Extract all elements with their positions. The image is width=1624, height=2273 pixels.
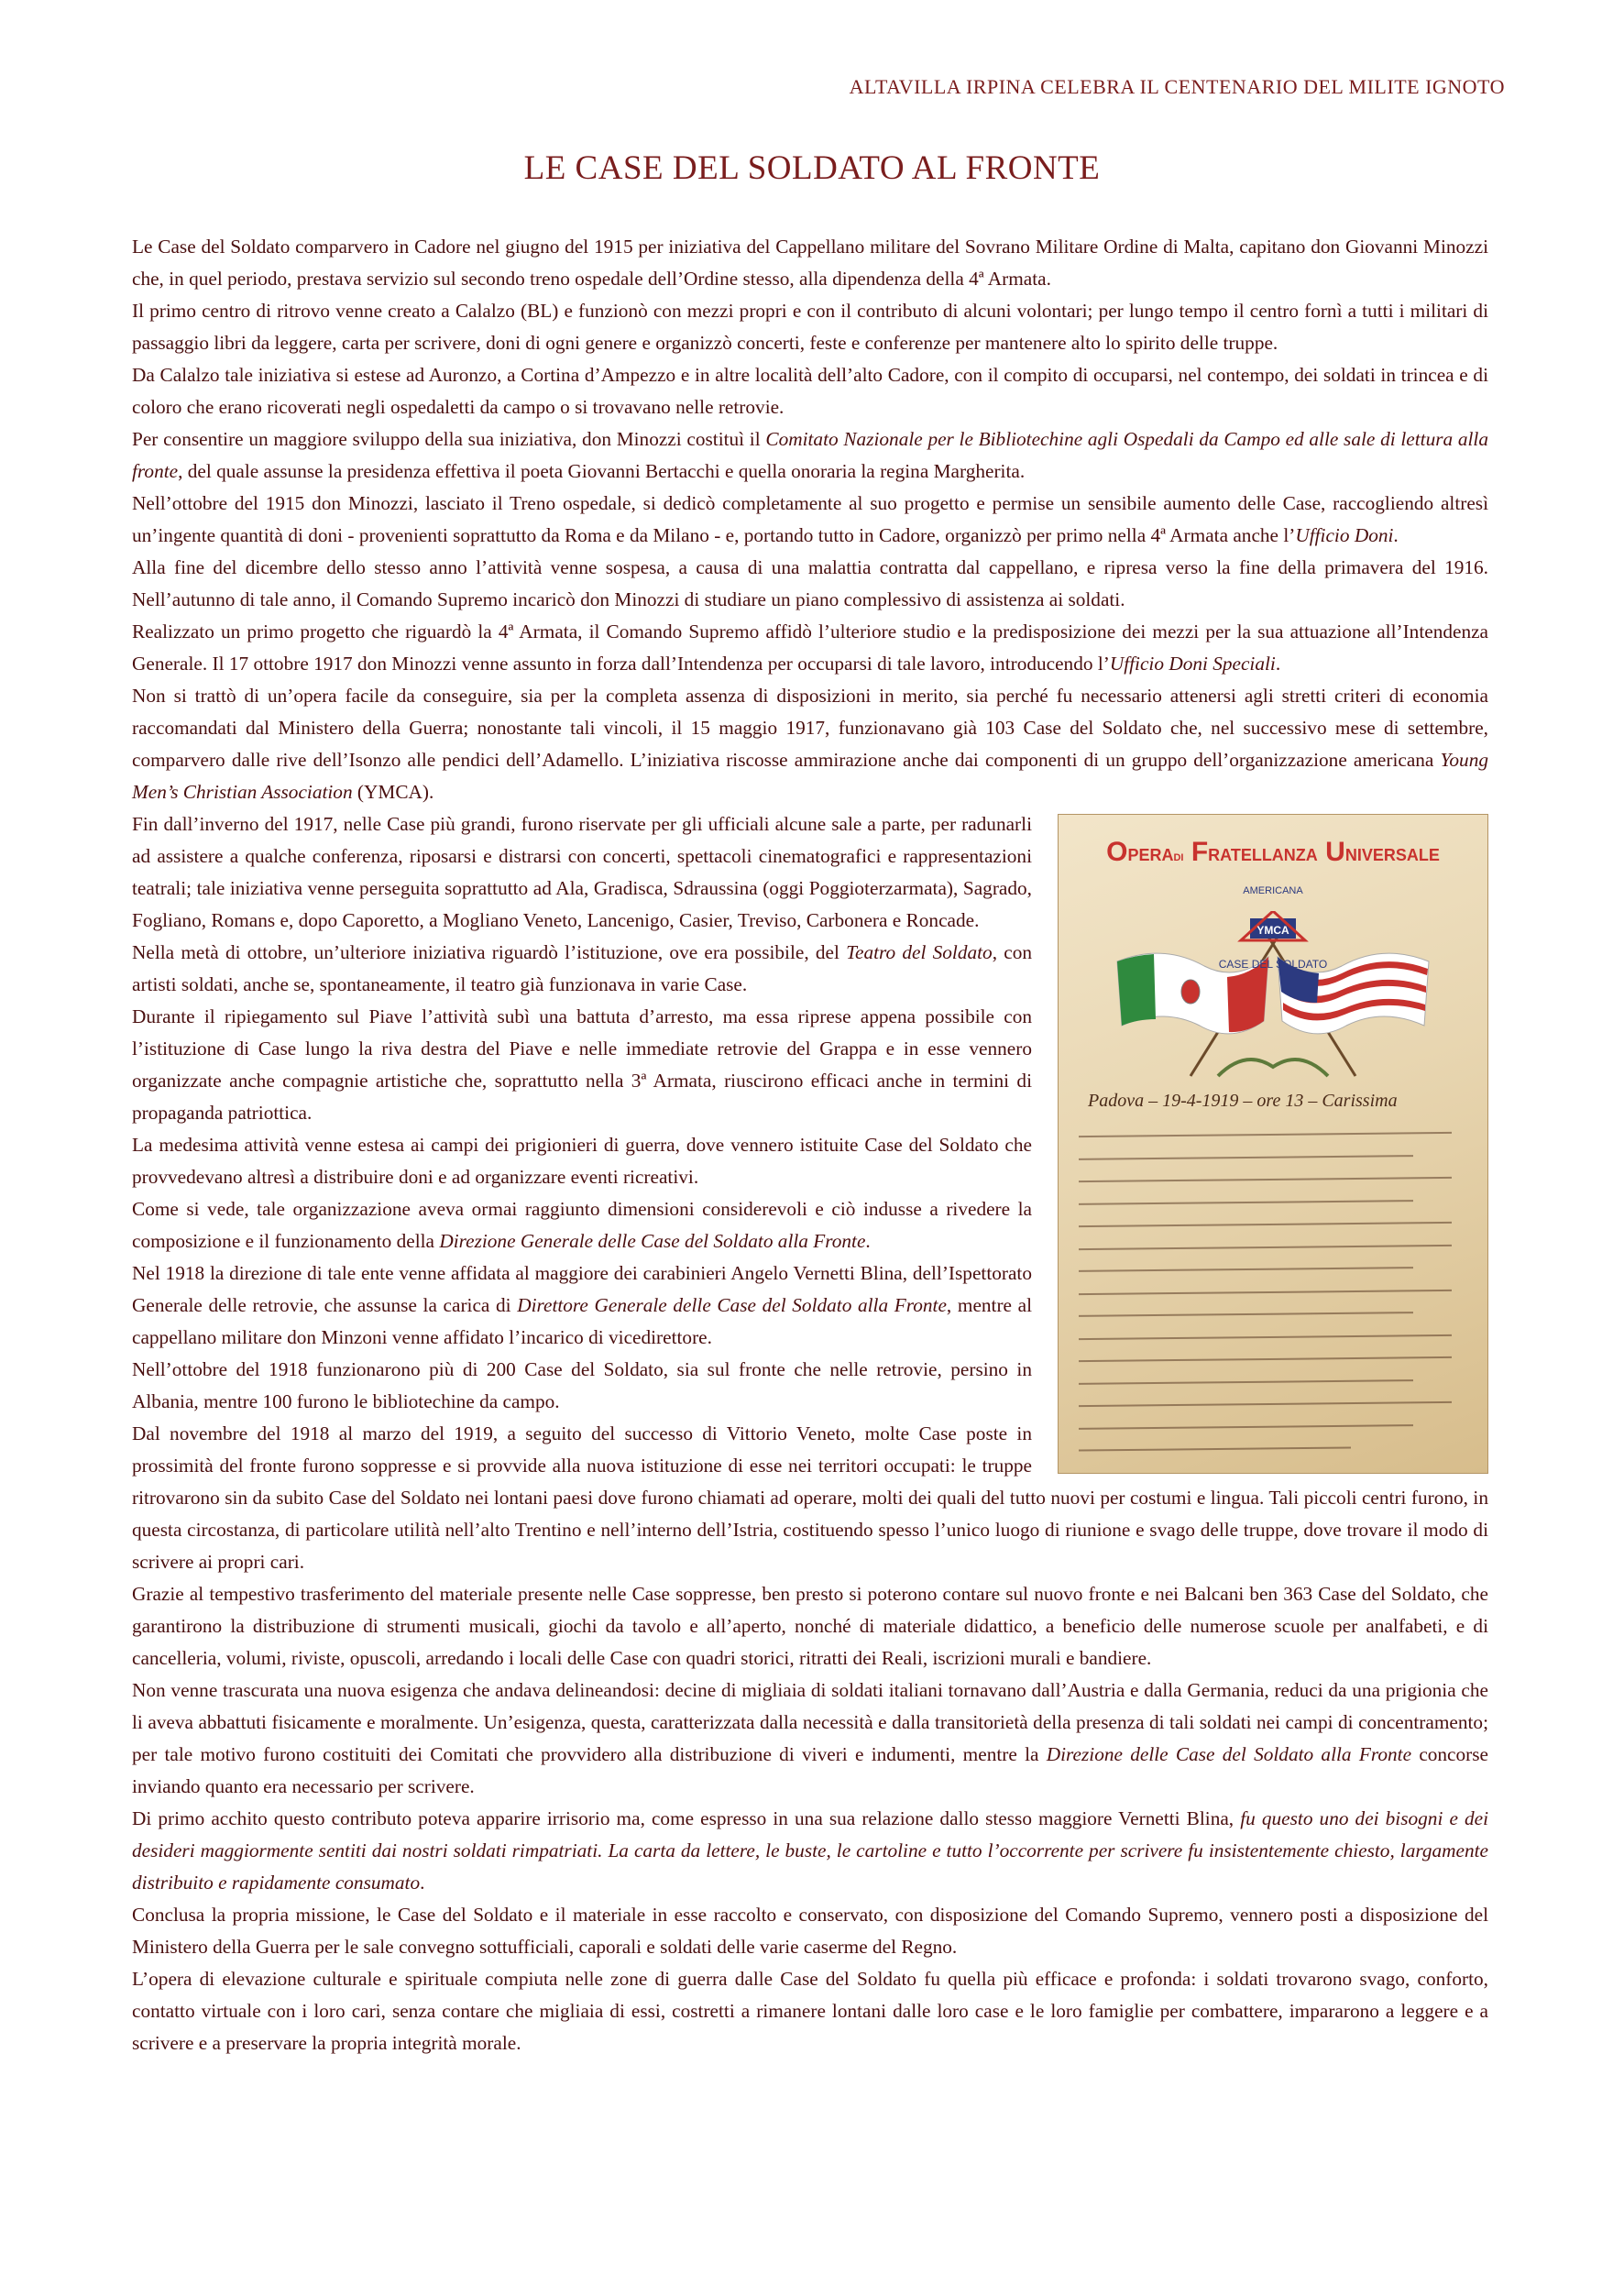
postcard-americana: AMERICANA	[1243, 885, 1303, 896]
paragraph: Conclusa la propria missione, le Case del Soldato e il materiale in esse raccolto e conservato, con disposizione del Comando Supremo, vennero posti a disposizione del Ministero della Guerra per le sale convegno sottufficiali, caporali e soldati delle varie caserme del Regno.	[132, 1904, 1488, 1958]
paragraph: Nell’ottobre del 1918 funzionarono più di 200 Case del Soldato, sia sul fronte che nelle retrovie, persino in Albania, mentre 100 furono le bibliotechine da campo.	[132, 1358, 1032, 1412]
paragraph: Dal novembre del 1918 al marzo del 1919, a seguito del successo di Vittorio Veneto, molte Case poste in prossimità del fronte furono soppresse e si provvide alla nuova istituzione di esse nei territori occupati: le truppe ritrovarono sin da subito Case del Soldato nei lontani paesi dove furono chiamati ad operare, molti dei quali del tutto nuovi per costumi e lingua. Tali piccoli centri furono, in questa circostanza, di particolare utilità nell’alto Trentino e nell’interno dell’Istria, costituendo spesso l’unico luogo di riunione e svago delle truppe, dove trovare il modo di scrivere ai propri cari.	[132, 1422, 1488, 1573]
paragraph: Le Case del Soldato comparvero in Cadore nel giugno del 1915 per iniziativa del Cappellano militare del Sovrano Militare Ordine di Malta, capitano don Giovanni Minozzi che, in quel periodo, prestava servizio sul secondo treno ospedale dell’Ordine stesso, alla dipendenza della 4ª Armata.	[132, 236, 1488, 290]
crossed-flags-icon	[1081, 911, 1465, 1085]
paragraph: Fin dall’inverno del 1917, nelle Case più grandi, furono riservate per gli ufficiali alcune sale a parte, per radunarli ad assistere a qualche conferenza, riposarsi e distrarsi con concerti, spettacoli cinematografici e rappresentazioni teatrali; tale iniziativa venne perseguita soprattutto ad Ala, Gradisca, Sdraussina (oggi Poggioterzarmata), Sagrado, Fogliano, Romans e, dopo Caporetto, a Mogliano Veneto, Lancenigo, Casier, Treviso, Carbonera e Roncade.	[132, 813, 1032, 931]
postcard-title: OPERADI FRATELLANZA UNIVERSALE	[1106, 837, 1440, 867]
paragraph: Nel 1918 la direzione di tale ente venne affidata al maggiore dei carabinieri Angelo Vernetti Blina, dell’Ispettorato Generale delle retrovie, che assunse la carica di Direttore Generale delle Case del Soldato alla Fronte, mentre al cappellano militare don Minzoni venne affidato l’incarico di vicedirettore.	[132, 1262, 1033, 1348]
paragraph: Durante il ripiegamento sul Piave l’attività subì una battuta d’arresto, ma essa riprese appena possibile con l’istituzione di Case lungo la riva destra del Piave e nelle immediate retrovie del Grappa e in esse vennero organizzate anche compagnie artistiche che, soprattutto nella 3ª Armata, riuscirono efficaci anche in termini di propaganda patriottica.	[132, 1005, 1032, 1124]
svg-text:CASE DEL SOLDATO: CASE DEL SOLDATO	[1218, 958, 1328, 971]
paragraph: Alla fine del dicembre dello stesso anno l’attività venne sospesa, a causa di una malattia contratta dal cappellano, e ripresa verso la fine della primavera del 1916. Nell’autunno di tale anno, il Comando Supremo incaricò don Minozzi di studiare un piano complessivo di assistenza ai soldati.	[132, 556, 1488, 610]
paragraph: Realizzato un primo progetto che riguardò la 4ª Armata, il Comando Supremo affidò l’ulteriore studio e la predisposizione dei mezzi per la sua attuazione all’Intendenza Generale. Il 17 ottobre 1917 don Minozzi venne assunto in forza dall’Intendenza per occuparsi di tale lavoro, introducendo l’Ufficio Doni Speciali.	[132, 620, 1488, 675]
paragraph: Non venne trascurata una nuova esigenza che andava delineandosi: decine di migliaia di soldati italiani tornavano dall’Austria e dalla Germania, reduci da una prigionia che li aveva abbattuti fisicamente e moralmente. Un’esigenza, questa, caratterizzata dalla necessità e dalla transitorietà della presenza di tali soldati nei campi di concentramento; per tale motivo furono costituiti dei Comitati che provvidero alla distribuzione di viveri e indumenti, mentre la Direzione delle Case del Soldato alla Fronte concorse inviando quanto era necessario per scrivere.	[132, 1679, 1488, 1797]
paragraph: Nell’ottobre del 1915 don Minozzi, lasciato il Treno ospedale, si dedicò completamente al suo progetto e permise un sensibile aumento delle Case, raccogliendo altresì un’ingente quantità di doni - provenienti soprattutto da Roma e da Milano - e, portando tutto in Cadore, organizzò per primo nella 4ª Armata anche l’Ufficio Doni.	[132, 492, 1488, 546]
page-title: LE CASE DEL SOLDATO AL FRONTE	[523, 149, 1101, 187]
postcard-date: Padova – 19-4-1919 – ore 13 – Carissima	[1088, 1091, 1398, 1111]
paragraph: Grazie al tempestivo trasferimento del materiale presente nelle Case soppresse, ben presto si poterono contare sul nuovo fronte e nei Balcani ben 363 Case del Soldato, che garantirono la distribuzione di strumenti musicali, giochi da tavolo e all’aperto, nonché di materiale didattico, a beneficio delle numerose scuole per analfabeti, e di cancelleria, volumi, riviste, opuscoli, arredando i locali delle Case con quadri storici, ritratti dei Reali, iscrizioni murali e bandiere.	[132, 1583, 1488, 1669]
svg-text:YMCA: YMCA	[1256, 924, 1289, 937]
page-header: ALTAVILLA IRPINA CELEBRA IL CENTENARIO DEL MILITE IGNOTO	[849, 75, 1505, 98]
paragraph: L’opera di elevazione culturale e spirituale compiuta nelle zone di guerra dalle Case del Soldato fu quella più efficace e profonda: i soldati trovarono svago, conforto, contatto virtuale con i loro cari, senza contare che migliaia di essi, costretti a rimanere lontani dalle loro case e le loro famiglie per combattere, impararono a leggere e a scrivere e a preservare la propria integrità morale.	[132, 1968, 1488, 2054]
paragraph: Nella metà di ottobre, un’ulteriore iniziativa riguardò l’istituzione, ove era possibile, del Teatro del Soldato, con artisti soldati, anche se, spontaneamente, il teatro già funzionava in varie Case.	[132, 941, 1032, 995]
paragraph: Come si vede, tale organizzazione aveva ormai raggiunto dimensioni considerevoli e ciò indusse a rivedere la composizione e il funzionamento della Direzione Generale delle Case del Soldato alla Fronte.	[132, 1198, 1032, 1252]
paragraph: Di primo acchito questo contributo poteva apparire irrisorio ma, come espresso in una sua relazione dallo stesso maggiore Vernetti Blina, fu questo uno dei bisogni e dei desideri maggiormente sentiti dai nostri soldati rimpatriati. La carta da lettere, le buste, le cartoline e tutto l’occorrente per scrivere fu insistentemente chiesto, largamente distribuito e rapidamente consumato.	[132, 1807, 1488, 1894]
paragraph: Non si trattò di un’opera facile da conseguire, sia per la completa assenza di disposizioni in merito, sia perché fu necessario attenersi agli stretti criteri di economia raccomandati dal Ministero della Guerra; nonostante tali vincoli, il 15 maggio 1917, funzionavano già 103 Case del Soldato che, nel successivo mese di settembre, comparvero dalle rive dell’Isonzo alle pendici dell’Adamello. L’iniziativa riscosse ammirazione anche dai componenti di un gruppo dell’organizzazione americana Young Men’s Christian Association (YMCA).	[132, 685, 1488, 803]
ymca-postcard-image	[1058, 814, 1488, 1474]
paragraph: Il primo centro di ritrovo venne creato a Calalzo (BL) e funzionò con mezzi propri e con il contributo di alcuni volontari; per lungo tempo il centro fornì a tutti i militari di passaggio libri da leggere, carta per scrivere, doni di ogni genere e organizzò concerti, feste e conferenze per mantenere alto lo spirito delle truppe.	[132, 300, 1488, 354]
handwritten-lines	[1079, 1134, 1467, 1450]
article-body	[132, 231, 1488, 2059]
paragraph: Per consentire un maggiore sviluppo della sua iniziativa, don Minozzi costituì il Comitato Nazionale per le Bibliotechine agli Ospedali da Campo ed alle sale di lettura alla fronte, del quale assunse la presidenza effettiva il poeta Giovanni Bertacchi e quella onoraria la regina Margherita.	[132, 428, 1488, 482]
paragraph: Da Calalzo tale iniziativa si estese ad Auronzo, a Cortina d’Ampezzo e in altre località dell’alto Cadore, con il compito di occuparsi, nel contempo, dei soldati in trincea e di coloro che erano ricoverati negli ospedaletti da campo o si trovavano nelle retrovie.	[132, 364, 1488, 418]
paragraph: La medesima attività venne estesa ai campi dei prigionieri di guerra, dove vennero istituite Case del Soldato che provvedevano altresì a distribuire doni e ad organizzare eventi ricreativi.	[132, 1134, 1032, 1188]
